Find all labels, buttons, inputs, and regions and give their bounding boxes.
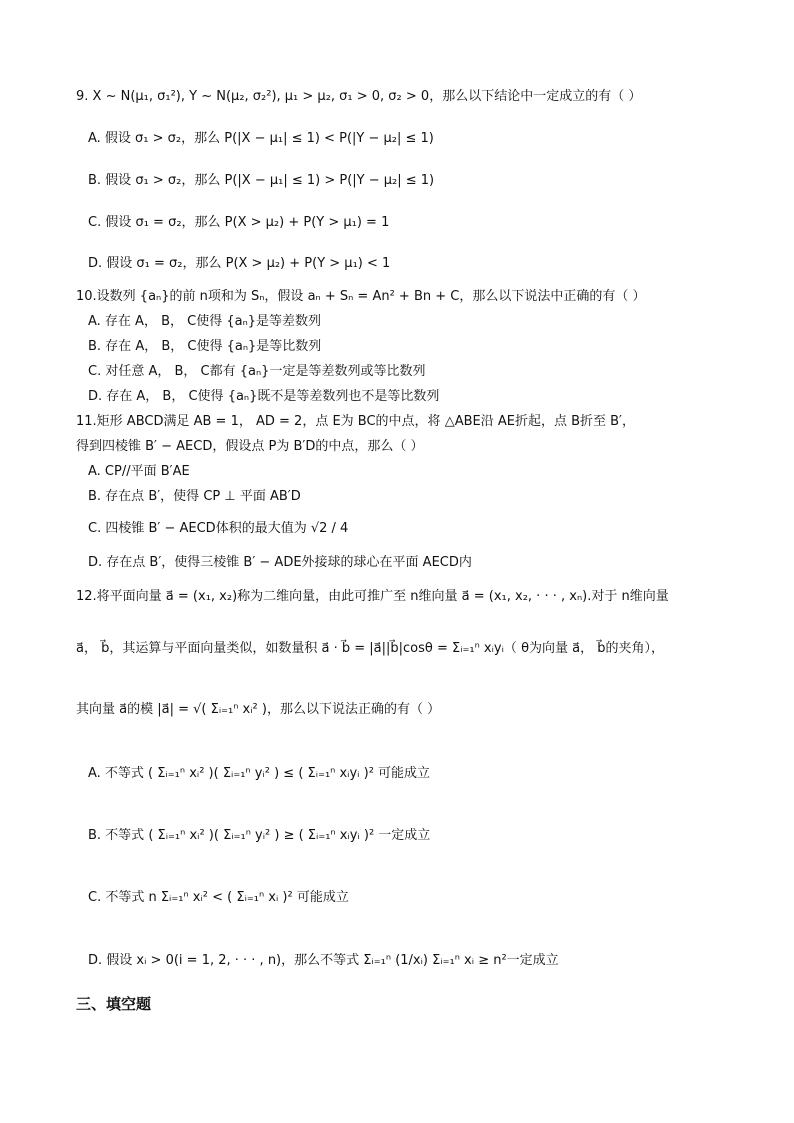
question-11-stem-continued: 得到四棱锥 B′ − AECD，假设点 P为 B′D的中点，那么（ ） — [76, 439, 424, 454]
question-11-stem: 11.矩形 ABCD满足 AB = 1， AD = 2，点 E为 BC的中点，将 △ABE沿 AE折起，点 B折至 B′， — [76, 414, 636, 429]
question-10-option-a: A. 存在 A， B， C使得 {aₙ}是等差数列 — [88, 314, 322, 329]
section-heading-fill-in-blank: 三、填空题 — [76, 995, 152, 1013]
question-10-option-d: D. 存在 A， B， C使得 {aₙ}既不是等差数列也不是等比数列 — [88, 389, 440, 404]
question-11-option-b: B. 存在点 B′，使得 CP ⊥ 平面 AB′D — [88, 489, 301, 504]
question-10-option-c: C. 对任意 A， B， C都有 {aₙ}一定是等差数列或等比数列 — [88, 364, 426, 379]
question-12-option-d: D. 假设 xᵢ > 0(i = 1, 2, · · · , n)，那么不等式 Σᵢ₌₁ⁿ (1/xᵢ) Σᵢ₌₁ⁿ xᵢ ≥ n²一定成立 — [88, 953, 559, 968]
question-9-option-b: B. 假设 σ₁ > σ₂，那么 P(|X − μ₁| ≤ 1) > P(|Y − μ₂| ≤ 1) — [88, 173, 435, 188]
question-10-option-b: B. 存在 A， B， C使得 {aₙ}是等比数列 — [88, 339, 322, 354]
question-12-option-b: B. 不等式 ( Σᵢ₌₁ⁿ xᵢ² )( Σᵢ₌₁ⁿ yᵢ² ) ≥ ( Σᵢ₌₁ⁿ xᵢyᵢ )² 一定成立 — [88, 828, 431, 843]
question-11-option-a: A. CP//平面 B′AE — [88, 464, 190, 479]
question-12-option-a: A. 不等式 ( Σᵢ₌₁ⁿ xᵢ² )( Σᵢ₌₁ⁿ yᵢ² ) ≤ ( Σᵢ₌₁ⁿ xᵢyᵢ )² 可能成立 — [88, 766, 431, 781]
question-9-option-a: A. 假设 σ₁ > σ₂，那么 P(|X − μ₁| ≤ 1) < P(|Y − μ₂| ≤ 1) — [88, 131, 434, 146]
question-12-stem-modulus: 其向量 a⃗的模 |a⃗| = √( Σᵢ₌₁ⁿ xᵢ² )，那么以下说法正确的有（ ） — [76, 702, 441, 717]
question-12-stem: 12.将平面向量 a⃗ = (x₁, x₂)称为二维向量，由此可推广至 n维向量 a⃗ = (x₁, x₂, · · · , xₙ).对于 n维向量 — [76, 589, 669, 604]
question-9-stem: 9. X ~ N(μ₁, σ₁²), Y ~ N(μ₂, σ₂²), μ₁ > μ₂, σ₁ > 0, σ₂ > 0，那么以下结论中一定成立的有（ ） — [76, 89, 642, 104]
question-11-option-c: C. 四棱锥 B′ − AECD体积的最大值为 √2 / 4 — [88, 521, 349, 536]
question-12-stem-continued: a⃗， b⃗，其运算与平面向量类似，如数量积 a⃗ · b⃗ = |a⃗||b⃗|cosθ = Σᵢ₌₁ⁿ xᵢyᵢ（ θ为向量 a⃗， b⃗的夹角）， — [76, 641, 665, 656]
question-9-option-c: C. 假设 σ₁ = σ₂，那么 P(X > μ₂) + P(Y > μ₁) = 1 — [88, 215, 390, 230]
question-9-option-d: D. 假设 σ₁ = σ₂，那么 P(X > μ₂) + P(Y > μ₁) < 1 — [88, 256, 391, 271]
question-11-option-d: D. 存在点 B′，使得三棱锥 B′ − ADE外接球的球心在平面 AECD内 — [88, 555, 472, 570]
question-12-option-c: C. 不等式 n Σᵢ₌₁ⁿ xᵢ² < ( Σᵢ₌₁ⁿ xᵢ )² 可能成立 — [88, 890, 349, 905]
question-10-stem: 10.设数列 {aₙ}的前 n项和为 Sₙ，假设 aₙ + Sₙ = An² + Bn + C，那么以下说法中正确的有（ ） — [76, 289, 646, 304]
